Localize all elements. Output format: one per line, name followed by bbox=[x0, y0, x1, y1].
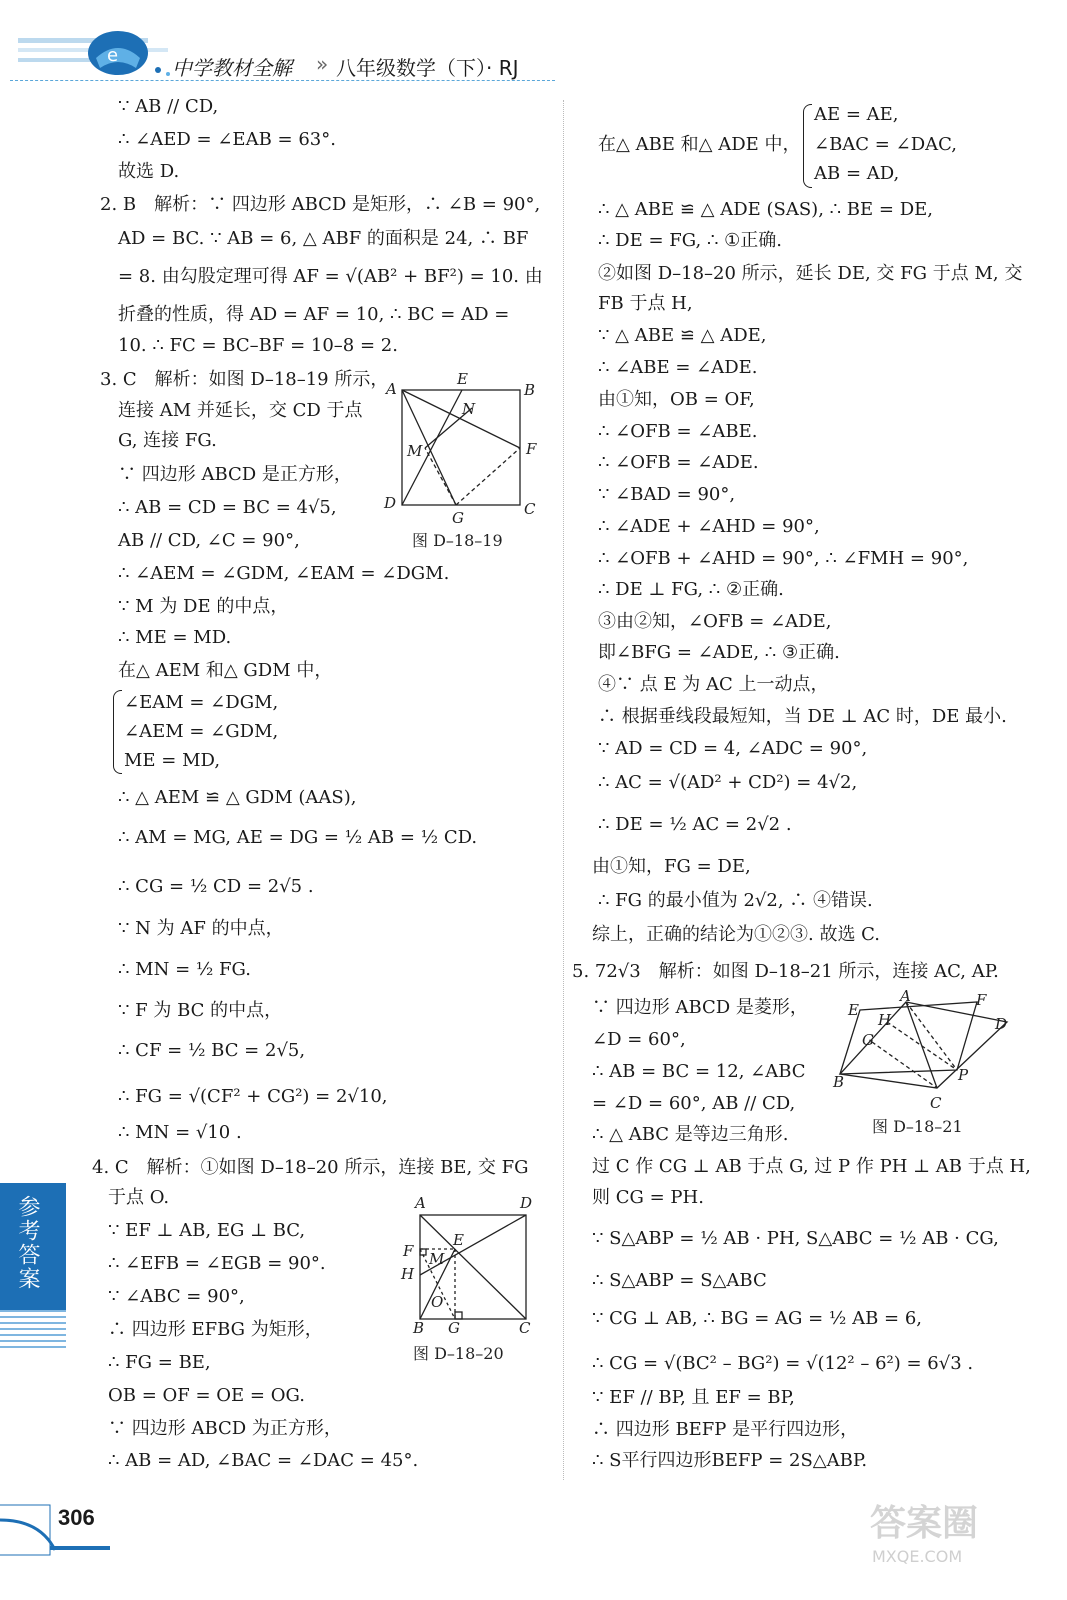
text-line: ME = MD, bbox=[124, 750, 221, 771]
fig20-label-d: D bbox=[520, 1194, 533, 1212]
text-line: ∴ MN = √10 . bbox=[118, 1122, 242, 1143]
text-line: ∵ AD = CD = 4, ∠ADC = 90°, bbox=[598, 738, 868, 759]
text-line: ∴ CG = ½ CD = 2√5 . bbox=[118, 876, 314, 897]
text-line: ∴ △ ABE ≌ △ ADE (SAS), ∴ BE = DE, bbox=[598, 199, 933, 220]
text-line: AD = BC. ∵ AB = 6, △ ABF 的面积是 24, ∴ BF bbox=[118, 228, 529, 249]
book-title: 中学教材全解 bbox=[172, 56, 292, 80]
figure-caption: 图 D–18–21 bbox=[872, 1117, 963, 1136]
page-number: 306 bbox=[58, 1505, 95, 1530]
text-line: ∵ 四边形 ABCD 是菱形， bbox=[592, 997, 808, 1018]
text-line: ∴ MN = ½ FG. bbox=[118, 959, 251, 980]
text-line: 折叠的性质，得 AD = AF = 10, ∴ BC = AD = bbox=[118, 304, 510, 325]
text-line: ∴ ∠OFB + ∠AHD = 90°, ∴ ∠FMH = 90°, bbox=[598, 548, 969, 569]
fig20-label-f: F bbox=[403, 1242, 414, 1260]
fig21-label-p: P bbox=[958, 1066, 969, 1084]
text-line: ②如图 D–18–20 所示，延长 DE, 交 FG 于点 M, 交 bbox=[598, 263, 1023, 284]
text-line: ∴ DE ⊥ FG, ∴ ②正确. bbox=[598, 579, 784, 600]
text-line: = 8. 由勾股定理可得 AF = √(AB² + BF²) = 10. 由 bbox=[118, 266, 543, 287]
fig21-label-c: C bbox=[930, 1094, 942, 1112]
text-line: 5. 72√3 解析：如图 D–18–21 所示，连接 AC, AP. bbox=[572, 961, 999, 982]
brace-icon bbox=[803, 104, 812, 188]
text-line: ∵ △ ABE ≌ △ ADE, bbox=[598, 325, 767, 346]
figure-d-18-19 bbox=[380, 368, 550, 553]
text-line: ∴ △ ABC 是等边三角形. bbox=[592, 1124, 789, 1145]
text-line: ∵ ∠ABC = 90°, bbox=[108, 1286, 245, 1307]
chevron-icon: » bbox=[316, 52, 329, 76]
page-header bbox=[0, 0, 1067, 92]
fig21-label-g: G bbox=[862, 1031, 874, 1049]
text-line: OB = OF = OE = OG. bbox=[108, 1385, 305, 1406]
text-line: ∴ FG = BE, bbox=[108, 1352, 211, 1373]
header-rule bbox=[10, 80, 555, 81]
text-line: ∠BAC = ∠DAC, bbox=[814, 134, 957, 155]
text-line: AB // CD, ∠C = 90°, bbox=[118, 530, 300, 551]
figure-d-18-21 bbox=[832, 988, 1032, 1138]
fig20-label-o: O bbox=[431, 1293, 444, 1311]
text-line: 故选 D. bbox=[118, 161, 180, 182]
figure-caption: 图 D–18–20 bbox=[413, 1344, 504, 1363]
text-line: ∴ AB = AD, ∠BAC = ∠DAC = 45°. bbox=[108, 1450, 419, 1471]
text-line: ∵ EF // BP, 且 EF = BP, bbox=[592, 1387, 795, 1408]
text-line: AE = AE, bbox=[814, 104, 899, 125]
watermark bbox=[860, 1490, 1040, 1574]
text-line: ∴ AB = CD = BC = 4√5, bbox=[118, 497, 337, 518]
fig19-label-g: G bbox=[452, 509, 464, 527]
fig19-label-f: F bbox=[526, 440, 537, 458]
fig20-label-m: M bbox=[429, 1250, 445, 1268]
text-line: ∴ △ AEM ≌ △ GDM (AAS), bbox=[118, 787, 357, 808]
svg-text:e: e bbox=[107, 45, 119, 66]
sidebar-tab-label: 参考答案 bbox=[15, 1195, 40, 1291]
text-line: ③由②知，∠OFB = ∠ADE, bbox=[598, 611, 832, 632]
text-line: FB 于点 H, bbox=[598, 293, 693, 314]
text-line: ∵ S△ABP = ½ AB · PH, S△ABC = ½ AB · CG, bbox=[592, 1228, 999, 1249]
figure-caption: 图 D–18–19 bbox=[412, 531, 503, 550]
text-line: ∴ AB = BC = 12, ∠ABC bbox=[592, 1061, 806, 1082]
brace-icon bbox=[113, 690, 122, 774]
text-line: 在△ ABE 和△ ADE 中， bbox=[598, 134, 801, 155]
text-line: ∴ ∠ADE + ∠AHD = 90°, bbox=[598, 516, 820, 537]
text-line: ∵ 四边形 ABCD 为正方形， bbox=[108, 1418, 342, 1439]
text-line: ∵ AB // CD, bbox=[118, 96, 219, 117]
text-line: ∵ ∠BAD = 90°, bbox=[598, 484, 736, 505]
text-line: ④∵ 点 E 为 AC 上一动点， bbox=[598, 674, 829, 695]
watermark-logo-icon bbox=[860, 1490, 1040, 1570]
text-line: = ∠D = 60°, AB // CD, bbox=[592, 1093, 796, 1114]
text-line: ∠AEM = ∠GDM, bbox=[124, 721, 279, 742]
fig21-label-a: A bbox=[900, 988, 911, 1005]
text-line: ∴ ∠AED = ∠EAB = 63°. bbox=[118, 129, 336, 150]
column-divider bbox=[563, 100, 564, 1480]
fig19-label-e: E bbox=[457, 370, 468, 388]
text-line: ∴ DE = FG, ∴ ①正确. bbox=[598, 230, 782, 251]
fig19-label-m: M bbox=[407, 442, 423, 460]
text-line: ∴ AC = √(AD² + CD²) = 4√2, bbox=[598, 772, 858, 793]
text-line: 则 CG = PH. bbox=[592, 1187, 704, 1208]
text-line: ∵ EF ⊥ AB, EG ⊥ BC, bbox=[108, 1220, 306, 1241]
text-line: ∴ ∠OFB = ∠ABE. bbox=[598, 421, 758, 442]
text-line: ∴ CG = √(BC² – BG²) = √(12² – 6²) = 6√3 . bbox=[592, 1353, 974, 1374]
text-line: ∴ ∠OFB = ∠ADE. bbox=[598, 452, 759, 473]
fig20-label-h: H bbox=[401, 1265, 415, 1283]
text-line: ∵ 四边形 ABCD 是正方形， bbox=[118, 464, 352, 485]
text-line: G, 连接 FG. bbox=[118, 430, 217, 451]
fig21-label-b: B bbox=[833, 1073, 845, 1091]
text-line: ∴ ∠ABE = ∠ADE. bbox=[598, 357, 758, 378]
text-line: ∴ S△ABP = S△ABC bbox=[592, 1270, 767, 1291]
fig21-label-f: F bbox=[976, 991, 987, 1009]
text-line: ∵ N 为 AF 的中点， bbox=[118, 918, 284, 939]
text-line: 由①知，FG = DE, bbox=[592, 856, 751, 877]
fig20-label-b: B bbox=[413, 1319, 425, 1337]
fig19-label-c: C bbox=[524, 500, 536, 518]
svg-text:MXQE.COM: MXQE.COM bbox=[872, 1547, 963, 1566]
fig19-label-n: N bbox=[462, 400, 476, 418]
fig21-label-e: E bbox=[848, 1001, 859, 1019]
text-line: ∵ CG ⊥ AB, ∴ BG = AG = ½ AB = 6, bbox=[592, 1308, 923, 1329]
text-line: ∴ S平行四边形BEFP = 2S△ABP. bbox=[592, 1450, 868, 1471]
text-line: ∴ 四边形 BEFP 是平行四边形， bbox=[592, 1419, 859, 1440]
fig19-label-d: D bbox=[384, 494, 397, 512]
text-line: ∴ ∠AEM = ∠GDM, ∠EAM = ∠DGM. bbox=[118, 563, 450, 584]
book-subtitle: 八年级数学（下）· RJ bbox=[336, 56, 519, 80]
text-line: 4. C 解析：①如图 D–18–20 所示，连接 BE, 交 FG bbox=[92, 1157, 529, 1178]
text-line: 在△ AEM 和△ GDM 中， bbox=[118, 660, 333, 681]
fig20-label-c: C bbox=[519, 1319, 531, 1337]
text-line: ∴ FG 的最小值为 2√2, ∴ ④错误. bbox=[598, 890, 873, 911]
figure-d-18-20 bbox=[395, 1193, 545, 1365]
text-line: 即∠BFG = ∠ADE, ∴ ③正确. bbox=[598, 642, 840, 663]
text-line: ∴ FG = √(CF² + CG²) = 2√10, bbox=[118, 1086, 388, 1107]
text-line: 2. B 解析：∵ 四边形 ABCD 是矩形，∴ ∠B = 90°, bbox=[100, 194, 541, 215]
text-line: ∴ 根据垂线段最短知，当 DE ⊥ AC 时，DE 最小. bbox=[598, 706, 1007, 727]
text-line: ∴ ME = MD. bbox=[118, 627, 232, 648]
fig19-label-a: A bbox=[386, 380, 397, 398]
text-line: 连接 AM 并延长，交 CD 于点 bbox=[118, 400, 363, 421]
fig21-label-h: H bbox=[878, 1011, 892, 1029]
text-line: ∴ ∠EFB = ∠EGB = 90°. bbox=[108, 1253, 326, 1274]
text-line: 3. C 解析：如图 D–18–19 所示， bbox=[100, 369, 389, 390]
text-line: 于点 O. bbox=[108, 1187, 170, 1208]
text-line: 过 C 作 CG ⊥ AB 于点 G, 过 P 作 PH ⊥ AB 于点 H, bbox=[592, 1156, 1031, 1177]
text-line: ∴ CF = ½ BC = 2√5, bbox=[118, 1040, 306, 1061]
text-line: ∵ F 为 BC 的中点， bbox=[118, 1000, 283, 1021]
text-line: ∴ AM = MG, AE = DG = ½ AB = ½ CD. bbox=[118, 827, 478, 848]
svg-text:答案圈: 答案圈 bbox=[870, 1503, 979, 1544]
text-line: ∵ M 为 DE 的中点， bbox=[118, 596, 289, 617]
text-line: 10. ∴ FC = BC–BF = 10–8 = 2. bbox=[118, 335, 398, 356]
text-line: AB = AD, bbox=[814, 163, 900, 184]
sidebar-stripes bbox=[0, 1310, 66, 1350]
fig20-label-e: E bbox=[453, 1231, 464, 1249]
fig19-label-b: B bbox=[524, 381, 536, 399]
text-line: 综上，正确的结论为①②③. 故选 C. bbox=[592, 924, 881, 945]
fig20-label-a: A bbox=[415, 1194, 426, 1212]
text-line: ∠D = 60°, bbox=[592, 1029, 686, 1050]
text-line: ∴ DE = ½ AC = 2√2 . bbox=[598, 814, 792, 835]
fig21-label-d: D bbox=[995, 1015, 1008, 1033]
fig20-label-g: G bbox=[448, 1319, 460, 1337]
text-line: ∠EAM = ∠DGM, bbox=[124, 692, 279, 713]
text-line: ∴ 四边形 EFBG 为矩形， bbox=[108, 1319, 323, 1340]
text-line: 由①知，OB = OF, bbox=[598, 389, 755, 410]
